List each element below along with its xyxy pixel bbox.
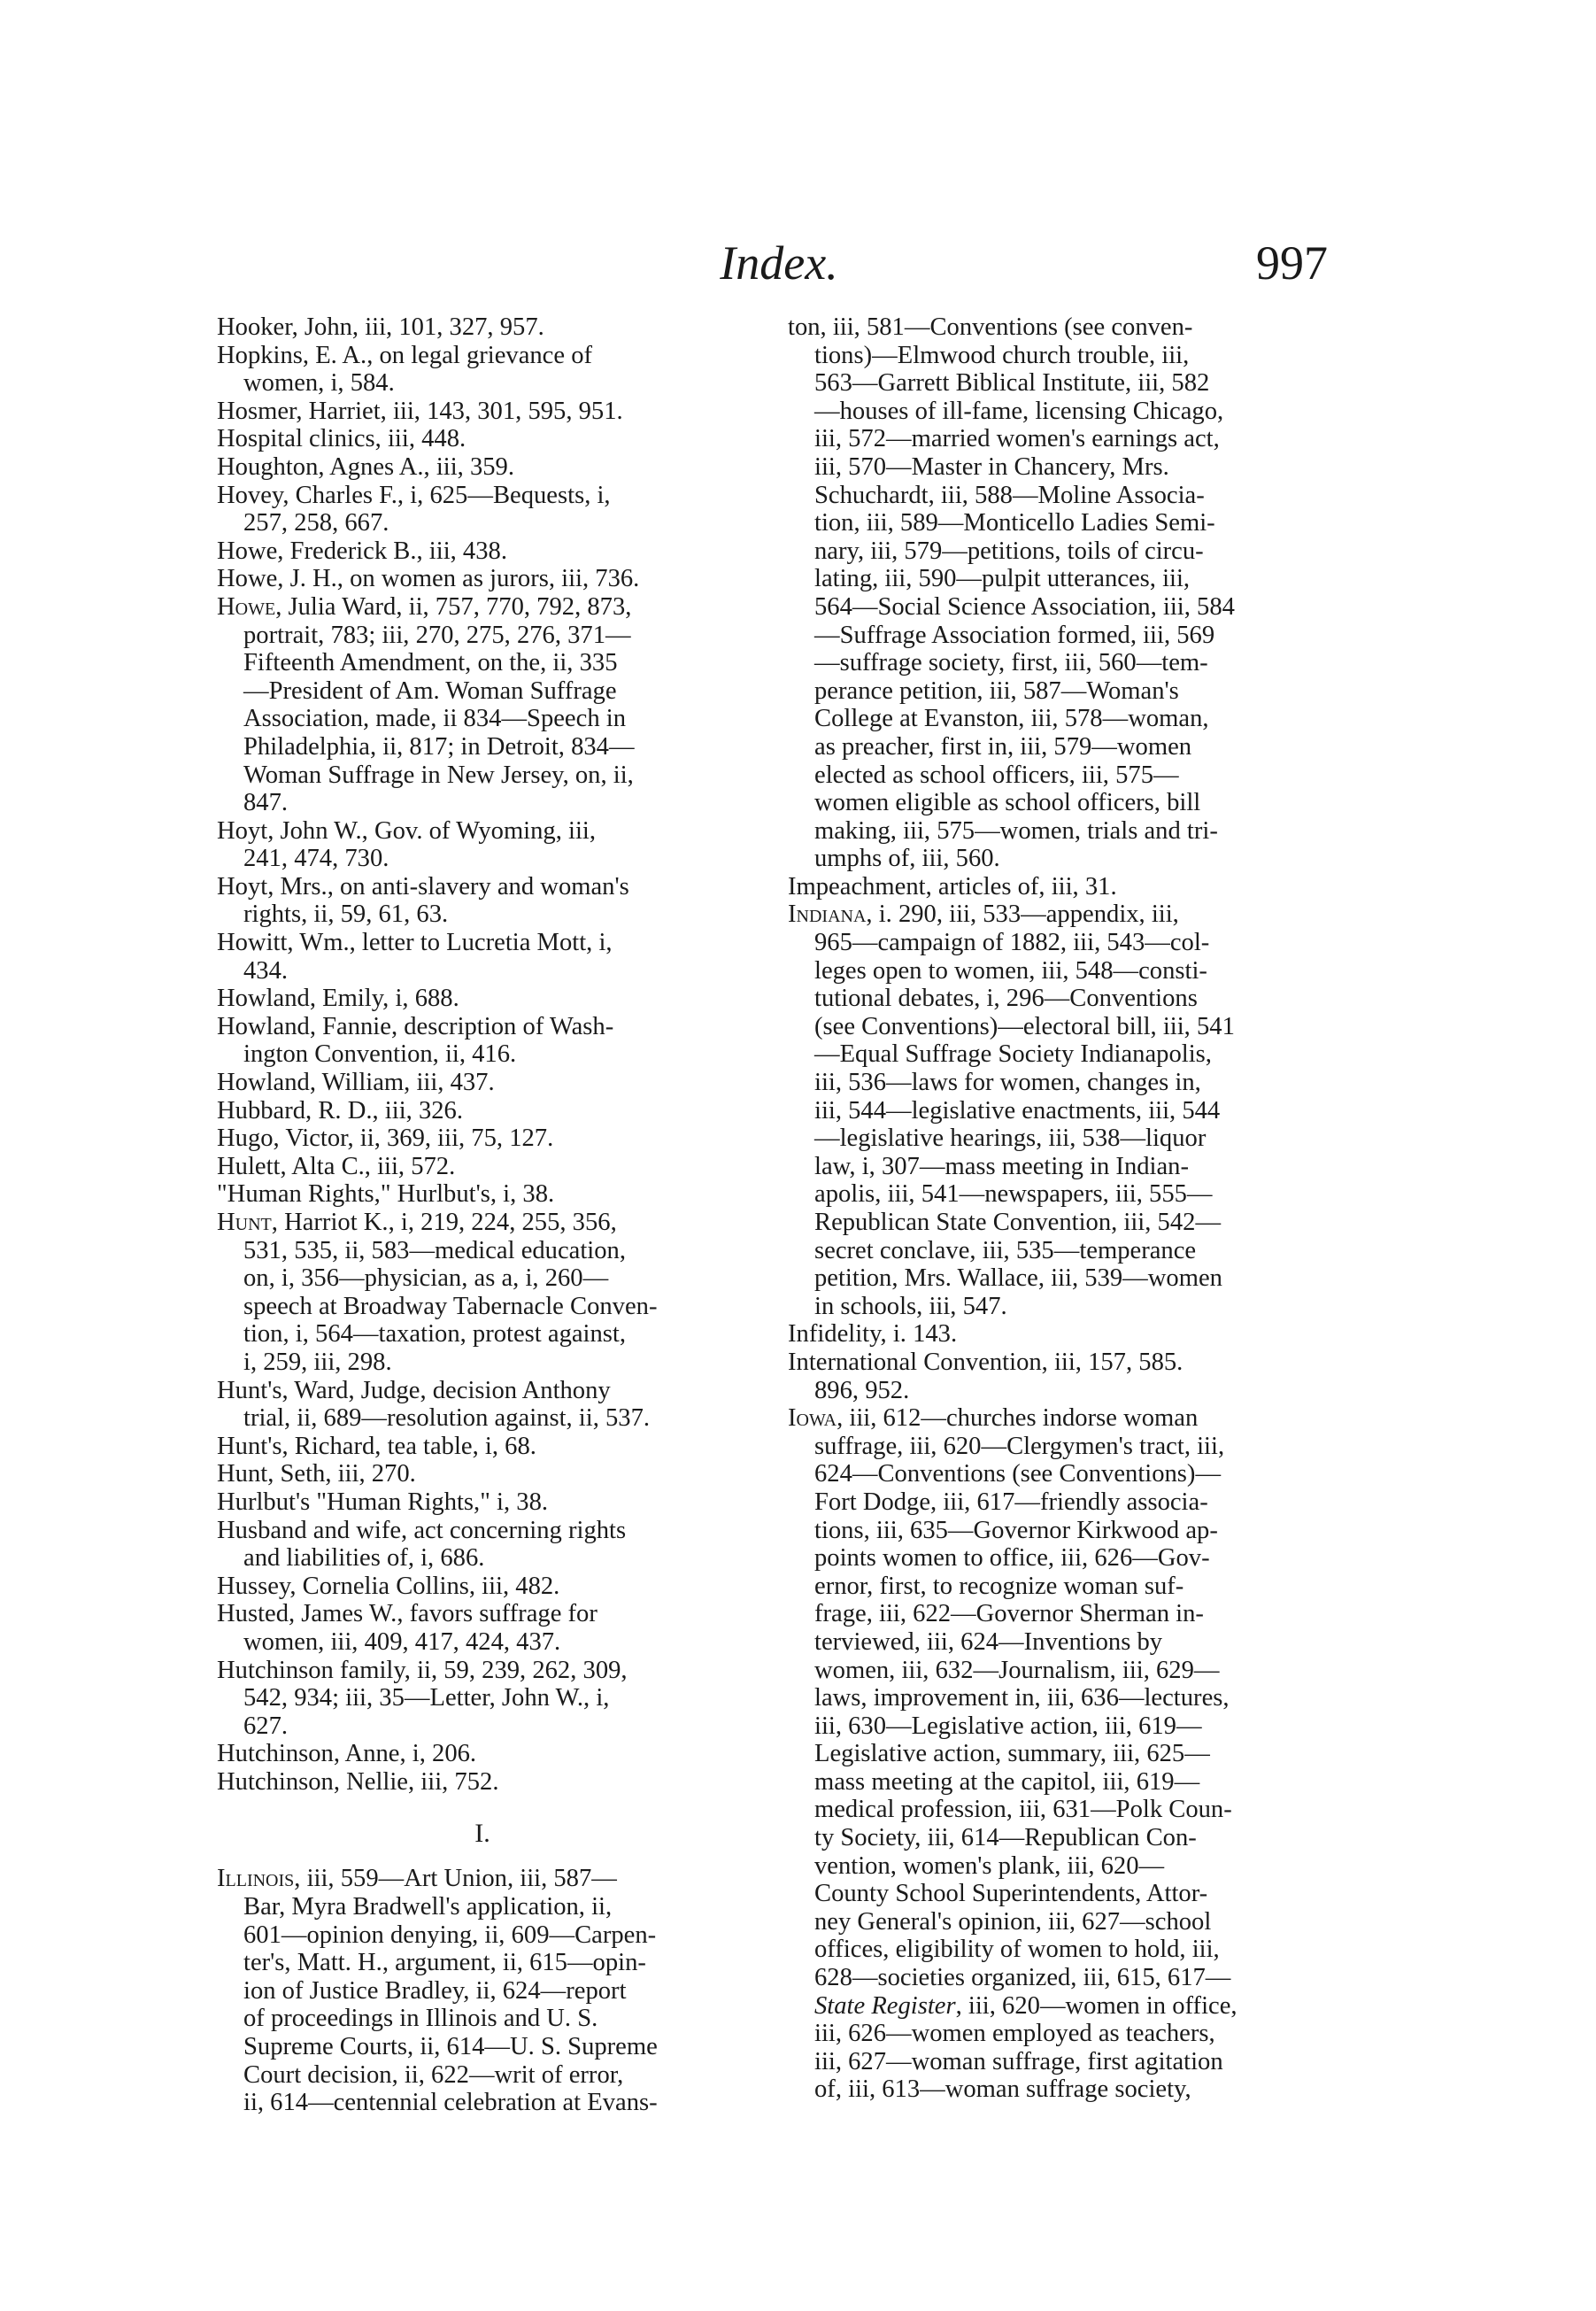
entry-line: iii, 626—women employed as teachers, — [814, 2020, 1215, 2048]
entry-line: International Convention, iii, 157, 585. — [788, 1348, 1184, 1376]
entry-line: Woman Suffrage in New Jersey, on, ii, — [243, 761, 634, 789]
entry-line: —suffrage society, first, iii, 560—tem- — [814, 649, 1208, 677]
entry-line: tion, iii, 589—Monticello Ladies Semi- — [814, 509, 1215, 537]
entry-line: Hubbard, R. D., iii, 326. — [217, 1096, 463, 1125]
index-entry — [217, 817, 748, 873]
entry-line: 624—Conventions (see Conventions)— — [814, 1460, 1222, 1488]
entry-line: 965—campaign of 1882, iii, 543—col- — [814, 929, 1210, 957]
entry-line: —President of Am. Woman Suffrage — [243, 676, 617, 705]
page-number: 997 — [1256, 236, 1328, 290]
entry-line: Husted, James W., favors suffrage for — [217, 1600, 598, 1628]
entry-line: Schuchardt, iii, 588—Moline Associa- — [814, 481, 1205, 509]
entry-line: ney General's opinion, iii, 627—school — [814, 1907, 1212, 1936]
left-column — [217, 313, 748, 2117]
index-entry — [788, 1404, 1317, 2104]
entry-line: Hospital clinics, iii, 448. — [217, 425, 466, 453]
entry-line: 531, 535, ii, 583—medical education, — [243, 1236, 626, 1264]
entry-line: Hussey, Cornelia Collins, iii, 482. — [217, 1572, 560, 1600]
entry-line: terviewed, iii, 624—Inventions by — [814, 1627, 1163, 1656]
entry-line: ton, iii, 581—Conventions (see conven- — [788, 313, 1193, 341]
entry-line: medical profession, iii, 631—Polk Coun- — [814, 1796, 1232, 1824]
entry-line: Hugo, Victor, ii, 369, iii, 75, 127. — [217, 1125, 554, 1153]
entry-line: Fifteenth Amendment, on the, ii, 335 — [243, 649, 618, 677]
entry-line: ernor, first, to recognize woman suf- — [814, 1572, 1184, 1600]
entry-line: 542, 934; iii, 35—Letter, John W., i, — [243, 1684, 610, 1712]
entry-line: Howitt, Wm., letter to Lucretia Mott, i, — [217, 929, 613, 957]
entry-line: Hutchinson, Nellie, iii, 752. — [217, 1767, 499, 1796]
index-entry — [788, 873, 1317, 901]
entry-line: law, i, 307—mass meeting in Indian- — [814, 1152, 1189, 1180]
entry-line: Impeachment, articles of, iii, 31. — [788, 872, 1117, 900]
entry-line: petition, Mrs. Wallace, iii, 539—women — [814, 1264, 1222, 1293]
index-entry — [217, 1488, 748, 1517]
entry-line: Hoyt, John W., Gov. of Wyoming, iii, — [217, 816, 596, 845]
entry-line: offices, eligibility of women to hold, iii, — [814, 1936, 1220, 1964]
entry-line: 896, 952. — [814, 1376, 910, 1404]
entry-line: portrait, 783; iii, 270, 275, 276, 371— — [243, 621, 631, 649]
index-entry — [788, 1349, 1317, 1404]
entry-line: Howe, J. H., on women as jurors, iii, 736. — [217, 565, 640, 593]
entry-line: Hoyt, Mrs., on anti-slavery and woman's — [217, 872, 629, 900]
entry-line: "Human Rights," Hurlbut's, i, 38. — [217, 1180, 555, 1209]
entry-line: women, iii, 409, 417, 424, 437. — [243, 1627, 561, 1656]
left-entries — [217, 313, 748, 1796]
index-entry — [217, 1013, 748, 1069]
entry-line: Hosmer, Harriet, iii, 143, 301, 595, 951. — [217, 397, 623, 425]
entry-line: Fort Dodge, iii, 617—friendly associa- — [814, 1488, 1208, 1516]
entry-line: Infidelity, i. 143. — [788, 1320, 958, 1349]
entry-line: —Equal Suffrage Society Indianapolis, — [814, 1040, 1212, 1069]
entry-line: Court decision, ii, 622—writ of error, — [243, 2060, 624, 2089]
entry-line: Howland, Fannie, description of Wash- — [217, 1012, 614, 1040]
entry-line: Bar, Myra Bradwell's application, ii, — [243, 1893, 613, 1921]
entry-line: ion of Justice Bradley, ii, 624—report — [243, 1976, 627, 2005]
entry-line: 241, 474, 730. — [243, 845, 389, 873]
index-entry — [217, 537, 748, 566]
entry-line: and liabilities of, i, 686. — [243, 1544, 485, 1573]
entry-line: 628—societies organized, iii, 615, 617— — [814, 1964, 1231, 1992]
entry-line: women eligible as school officers, bill — [814, 789, 1201, 817]
entry-line: trial, ii, 689—resolution against, ii, 537. — [243, 1404, 651, 1433]
entry-line: Republican State Convention, iii, 542— — [814, 1209, 1222, 1236]
entry-line: tion, i, 564—taxation, protest against, — [243, 1320, 627, 1349]
entry-line: iii, 544—legislative enactments, iii, 544 — [814, 1096, 1221, 1125]
entry-line: frage, iii, 622—Governor Sherman in- — [814, 1600, 1204, 1628]
index-entry — [788, 313, 1317, 873]
entry-line: Howland, William, iii, 437. — [217, 1069, 495, 1097]
entry-line: lating, iii, 590—pulpit utterances, iii, — [814, 565, 1191, 593]
entry-line: tions, iii, 635—Governor Kirkwood ap- — [814, 1516, 1218, 1544]
index-entry — [217, 1517, 748, 1573]
entry-line: 627. — [243, 1712, 289, 1740]
index-entry — [217, 1377, 748, 1433]
index-entry — [217, 565, 748, 593]
entry-line: 257, 258, 667. — [243, 509, 389, 537]
entry-line: Philadelphia, ii, 817; in Detroit, 834— — [243, 732, 635, 761]
running-head: Index. — [720, 236, 838, 290]
entry-line: speech at Broadway Tabernacle Conven- — [243, 1292, 658, 1320]
entry-line: points women to office, iii, 626—Gov- — [814, 1544, 1210, 1573]
entry-line: vention, women's plank, iii, 620— — [814, 1851, 1165, 1880]
entry-line: 847. — [243, 789, 289, 817]
entry-line: (see Conventions)—electoral bill, iii, 541 — [814, 1012, 1235, 1040]
entry-line: laws, improvement in, iii, 636—lectures, — [814, 1684, 1230, 1712]
entry-line: —houses of ill-fame, licensing Chicago, — [814, 397, 1224, 425]
entry-line: Hulett, Alta C., iii, 572. — [217, 1152, 456, 1180]
index-entry — [217, 482, 748, 537]
entry-line: —Suffrage Association formed, iii, 569 — [814, 621, 1215, 649]
entry-line: Houghton, Agnes A., iii, 359. — [217, 452, 514, 481]
entry-line: 601—opinion denying, ii, 609—Carpen- — [243, 1921, 657, 1949]
entry-line: nary, iii, 579—petitions, toils of circu- — [814, 537, 1204, 565]
entry-line: mass meeting at the capitol, iii, 619— — [814, 1767, 1200, 1796]
entry-line: apolis, iii, 541—newspapers, iii, 555— — [814, 1180, 1213, 1209]
index-entry — [217, 1460, 748, 1488]
entry-line: iii, 630—Legislative action, iii, 619— — [814, 1712, 1202, 1740]
entry-line: Iowa, iii, 612—churches indorse woman — [788, 1404, 1199, 1433]
index-entry — [217, 1180, 748, 1209]
entry-line: Indiana, i. 290, iii, 533—appendix, iii, — [788, 900, 1179, 929]
entry-line: ington Convention, ii, 416. — [243, 1040, 517, 1069]
entry-line: Association, made, ii 834—Speech in — [243, 705, 627, 733]
index-entry — [217, 593, 748, 817]
entry-line: Legislative action, summary, iii, 625— — [814, 1740, 1210, 1768]
entry-line: 563—Garrett Biblical Institute, iii, 582 — [814, 369, 1210, 398]
index-entry — [217, 1657, 748, 1741]
entry-line: of, iii, 613—woman suffrage society, — [814, 2075, 1191, 2104]
entry-line: making, iii, 575—women, trials and tri- — [814, 816, 1218, 845]
entry-line: umphs of, iii, 560. — [814, 845, 1000, 873]
entry-line: Howland, Emily, i, 688. — [217, 985, 459, 1013]
entry-line: women, i, 584. — [243, 369, 395, 398]
entry-line: leges open to women, iii, 548—consti- — [814, 956, 1207, 985]
entry-line: Howe, Frederick B., iii, 438. — [217, 537, 507, 565]
entry-line: iii, 627—woman suffrage, first agitation — [814, 2047, 1223, 2075]
entry-line: Hutchinson, Anne, i, 206. — [217, 1740, 477, 1768]
entry-line: tions)—Elmwood church trouble, iii, — [814, 341, 1190, 369]
entry-line: in schools, iii, 547. — [814, 1292, 1007, 1320]
entry-line: County School Superintendents, Attor- — [814, 1880, 1208, 1908]
entry-line: ter's, Matt. H., argument, ii, 615—opin- — [243, 1949, 646, 1977]
entry-line: iii, 570—Master in Chancery, Mrs. — [814, 452, 1169, 481]
entry-line: ty Society, iii, 614—Republican Con- — [814, 1824, 1197, 1852]
entry-line: 434. — [243, 956, 289, 985]
entry-line: on, i, 356—physician, as a, i, 260— — [243, 1264, 609, 1293]
index-entry — [217, 1600, 748, 1656]
index-entry — [217, 985, 748, 1013]
index-entry — [217, 1740, 748, 1768]
index-entry — [217, 398, 748, 426]
index-entry — [217, 453, 748, 482]
entry-line: women, iii, 632—Journalism, iii, 629— — [814, 1656, 1220, 1684]
index-entry — [788, 900, 1317, 1320]
entry-line: ii, 614—centennial celebration at Evans- — [243, 2089, 658, 2117]
index-entry — [217, 425, 748, 453]
entry-line: tutional debates, i, 296—Conventions — [814, 985, 1198, 1013]
right-entries — [788, 313, 1317, 2104]
index-entry — [217, 1573, 748, 1601]
index-entry — [217, 1125, 748, 1153]
entry-line: State Register, iii, 620—women in office, — [814, 1991, 1237, 2020]
entry-line: Supreme Courts, ii, 614—U. S. Supreme — [243, 2033, 658, 2061]
entry-line: elected as school officers, iii, 575— — [814, 761, 1179, 789]
entry-line: Husband and wife, act concerning rights — [217, 1516, 627, 1544]
entry-line: Hurlbut's "Human Rights," i, 38. — [217, 1488, 549, 1516]
entry-line: i, 259, iii, 298. — [243, 1348, 392, 1376]
entry-line: iii, 572—married women's earnings act, — [814, 425, 1220, 453]
entry-line: Hooker, John, iii, 101, 327, 957. — [217, 313, 544, 341]
right-column — [788, 313, 1317, 2104]
entry-line: perance petition, iii, 587—Woman's — [814, 676, 1179, 705]
index-entry — [217, 1097, 748, 1125]
index-entry — [217, 1865, 748, 2116]
left-entries-after — [217, 1865, 748, 2116]
entry-line: Hopkins, E. A., on legal grievance of — [217, 341, 593, 369]
entry-line: Hunt's, Ward, Judge, decision Anthony — [217, 1376, 611, 1404]
entry-line: iii, 536—laws for women, changes in, — [814, 1069, 1201, 1097]
section-letter: I. — [474, 1819, 490, 1849]
entry-line: secret conclave, iii, 535—temperance — [814, 1236, 1197, 1264]
entry-line: Howe, Julia Ward, ii, 757, 770, 792, 873, — [217, 592, 632, 621]
index-entry — [217, 1153, 748, 1181]
entry-line: Hunt's, Richard, tea table, i, 68. — [217, 1432, 536, 1460]
index-entry — [217, 1069, 748, 1097]
index-entry — [217, 1433, 748, 1461]
index-entry — [217, 313, 748, 342]
entry-line: as preacher, first in, iii, 579—women — [814, 732, 1192, 761]
index-entry — [217, 929, 748, 985]
index-entry — [217, 873, 748, 929]
entry-line: —legislative hearings, iii, 538—liquor — [814, 1125, 1207, 1153]
entry-line: Hovey, Charles F., i, 625—Bequests, i, — [217, 481, 611, 509]
entry-line: Illinois, iii, 559—Art Union, iii, 587— — [217, 1865, 617, 1893]
entry-line: Hunt, Seth, iii, 270. — [217, 1460, 416, 1488]
entry-line: Hunt, Harriot K., i, 219, 224, 255, 356, — [217, 1209, 617, 1236]
index-entry — [217, 342, 748, 398]
entry-line: 564—Social Science Association, iii, 584 — [814, 592, 1235, 621]
index-entry — [217, 1768, 748, 1797]
index-entry — [217, 1209, 748, 1377]
entry-line: Hutchinson family, ii, 59, 239, 262, 309, — [217, 1656, 628, 1684]
entry-line: College at Evanston, iii, 578—woman, — [814, 705, 1209, 733]
entry-line: rights, ii, 59, 61, 63. — [243, 900, 449, 929]
index-entry — [788, 1320, 1317, 1349]
entry-line: of proceedings in Illinois and U. S. — [243, 2005, 598, 2033]
entry-line: suffrage, iii, 620—Clergymen's tract, iii, — [814, 1432, 1225, 1460]
